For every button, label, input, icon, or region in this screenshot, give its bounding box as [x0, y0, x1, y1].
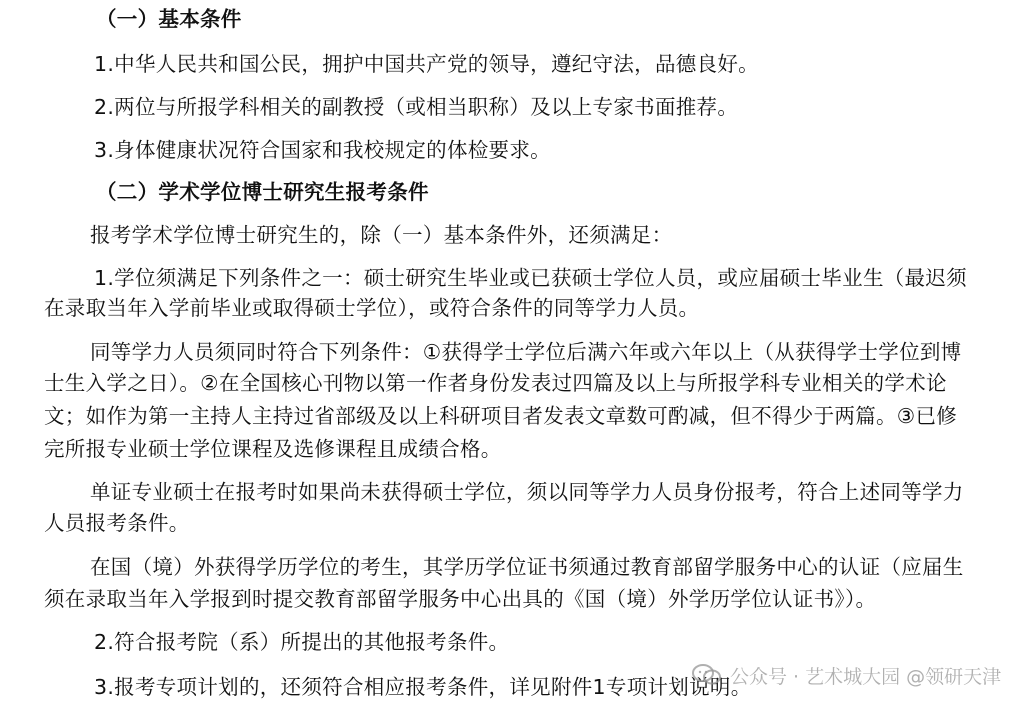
- section-heading-academic: （二）学术学位博士研究生报考条件: [96, 180, 429, 204]
- paragraph-line: 1.学位须满足下列条件之一：硕士研究生毕业或已获硕士学位人员，或应届硕士毕业生（最迟须: [94, 266, 967, 290]
- paragraph-line: 报考学术学位博士研究生的，除（一）基本条件外，还须满足：: [90, 223, 673, 247]
- paragraph-line: 在国（境）外获得学历学位的考生，其学历学位证书须通过教育部留学服务中心的认证（应届生: [90, 555, 964, 579]
- paragraph-line: 士生入学之日）。②在全国核心刊物以第一作者身份发表过四篇及以上与所报学科专业相关的学术论: [44, 371, 947, 395]
- paragraph-line: 2.符合报考院（系）所提出的其他报考条件。: [94, 630, 510, 654]
- watermark: [692, 658, 1022, 692]
- paragraph-line: 同等学力人员须同时符合下列条件：①获得学士学位后满六年或六年以上（从获得学士学位到博: [90, 340, 962, 364]
- watermark-text: 公众号 · 艺术城大园 @领研天津: [730, 665, 1002, 688]
- wechat-icon: [692, 663, 722, 687]
- paragraph-line: 1.中华人民共和国公民，拥护中国共产党的领导，遵纪守法，品德良好。: [94, 52, 759, 76]
- paragraph-line: 须在录取当年入学报到时提交教育部留学服务中心出具的《国（境）外学历学位认证书》）。: [44, 587, 877, 611]
- paragraph-line: 完所报专业硕士学位课程及选修课程且成绩合格。: [44, 437, 502, 461]
- paragraph-line: 2.两位与所报学科相关的副教授（或相当职称）及以上专家书面推荐。: [94, 95, 739, 119]
- section-heading-basic: （一）基本条件: [96, 7, 242, 31]
- paragraph-line: 在录取当年入学前毕业或取得硕士学位），或符合条件的同等学力人员。: [44, 296, 700, 320]
- paragraph-line: 3.身体健康状况符合国家和我校规定的体检要求。: [94, 138, 551, 162]
- paragraph-line: 单证专业硕士在报考时如果尚未获得硕士学位，须以同等学力人员身份报考，符合上述同等学力: [90, 480, 964, 504]
- paragraph-line: 文；如作为第一主持人主持过省部级及以上科研项目者发表文章数可酌减，但不得少于两篇。③已修: [44, 404, 958, 428]
- paragraph-line: 人员报考条件。: [44, 511, 190, 535]
- paragraph-line: 3.报考专项计划的，还须符合相应报考条件，详见附件1专项计划说明。: [94, 675, 752, 699]
